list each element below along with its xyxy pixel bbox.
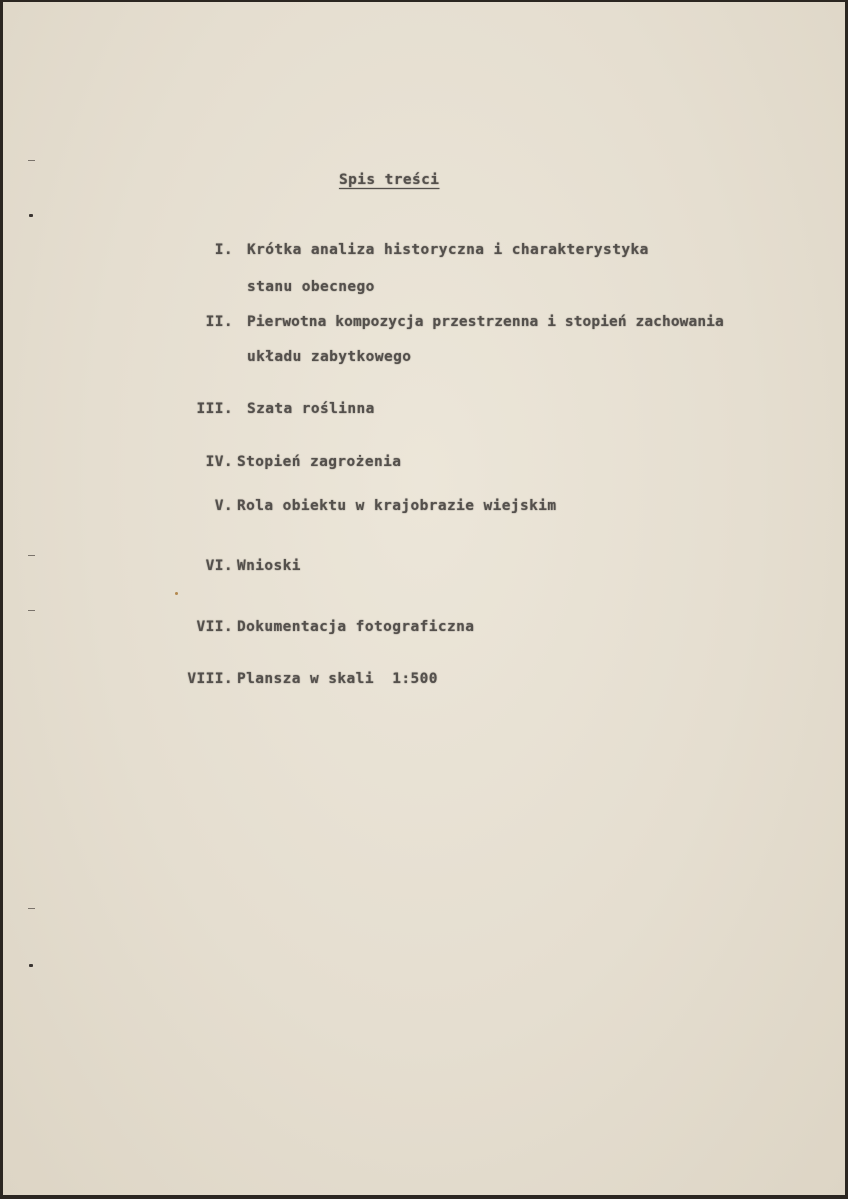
binder-mark bbox=[28, 908, 35, 909]
toc-number: VIII. bbox=[187, 671, 233, 687]
toc-number: III. bbox=[196, 401, 233, 417]
binder-mark bbox=[28, 555, 35, 556]
toc-number: V. bbox=[214, 498, 233, 514]
toc-number: IV. bbox=[205, 454, 233, 470]
binder-mark bbox=[28, 160, 35, 161]
paper-stain bbox=[175, 592, 178, 595]
page-title: Spis treści bbox=[339, 172, 440, 188]
toc-entry: Stopień zagrożenia bbox=[237, 454, 402, 470]
typewritten-page bbox=[3, 2, 845, 1195]
toc-entry: Wnioski bbox=[237, 558, 301, 574]
binder-mark bbox=[28, 610, 35, 611]
toc-entry: Krótka analiza historyczna i charakterystyka bbox=[247, 242, 649, 258]
toc-number: I. bbox=[214, 242, 233, 258]
toc-entry: Pierwotna kompozycja przestrzenna i stopień zachowania bbox=[247, 314, 724, 330]
toc-number: VII. bbox=[196, 619, 233, 635]
toc-entry: Szata roślinna bbox=[247, 401, 375, 417]
binder-hole bbox=[29, 214, 33, 217]
toc-entry-continuation: układu zabytkowego bbox=[247, 349, 412, 365]
toc-entry: Dokumentacja fotograficzna bbox=[237, 619, 475, 635]
toc-number: II. bbox=[205, 314, 233, 330]
toc-entry: Rola obiektu w krajobrazie wiejskim bbox=[237, 498, 557, 514]
toc-number: VI. bbox=[205, 558, 233, 574]
toc-entry-continuation: stanu obecnego bbox=[247, 279, 375, 295]
toc-entry: Plansza w skali 1:500 bbox=[237, 671, 438, 687]
binder-hole bbox=[29, 964, 33, 967]
